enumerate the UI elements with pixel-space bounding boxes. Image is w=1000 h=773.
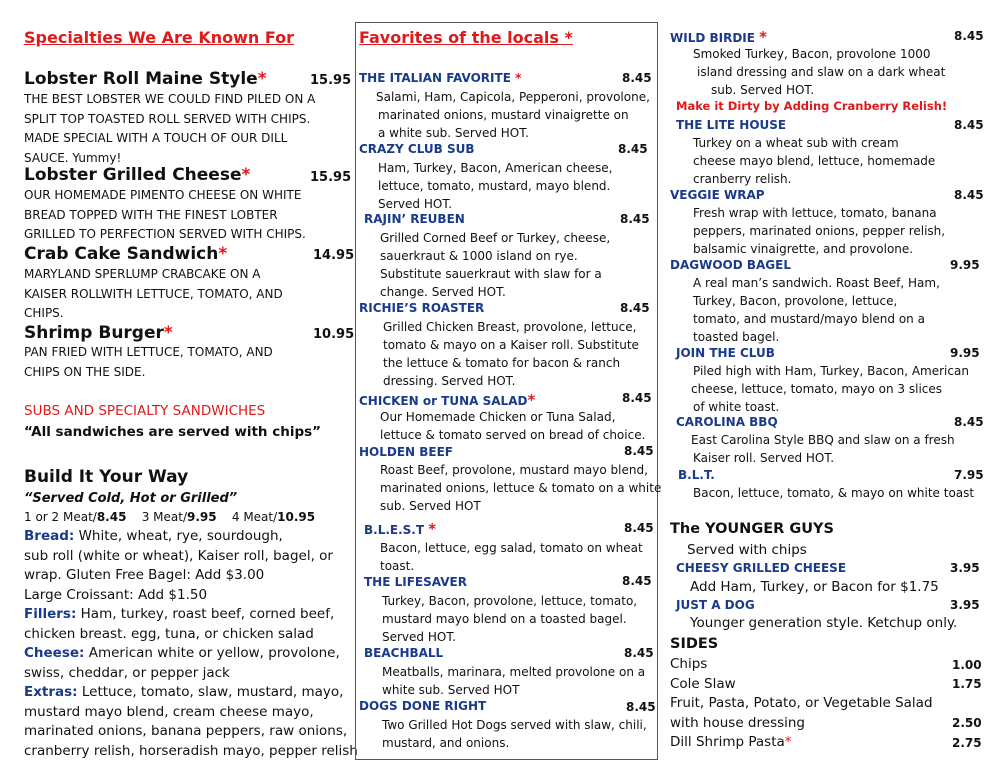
menu-item-desc: Fresh wrap with lettuce, tomato, banana peppers, marinated onions, pepper relish, balsamic vinaigrette, and provolone.: [693, 206, 946, 256]
menu-item-desc: Grilled Corned Beef or Turkey, cheese, sauerkraut & 1000 island on rye. Substitute sauerkraut with slaw for a change. Served HOT.: [380, 231, 611, 299]
menu-item-name: VEGGIE WRAP: [670, 188, 765, 202]
dirty-note: Make it Dirty by Adding Cranberry Relish!: [676, 99, 948, 113]
menu-item-name: CAROLINA BBQ: [676, 415, 778, 429]
locals-favorites-box: [355, 22, 662, 760]
sides-list: Chips Cole Slaw Fruit, Pasta, Potato, or Vegetable Salad with house dressing Dill Shrimp Pasta*: [670, 656, 933, 750]
menu-item-price: 9.95: [950, 346, 980, 360]
menu-item-price: 8.45: [954, 188, 984, 202]
locals-header: Favorites of the locals *: [359, 28, 573, 47]
shrimp-burger-title: Shrimp Burger*: [24, 323, 173, 343]
lobster-roll-title: Lobster Roll Maine Style*: [24, 69, 267, 89]
menu-item-name: RICHIE’S ROASTER: [359, 301, 485, 315]
menu-item-price: 9.95: [950, 258, 980, 272]
menu-item-price: 8.45: [624, 646, 654, 660]
menu-item-name: HOLDEN BEEF: [359, 445, 454, 459]
menu-item-name: B.L.T.: [678, 468, 715, 482]
menu-item-price: 8.45: [624, 521, 654, 535]
menu-item-name: BEACHBALL: [364, 646, 444, 660]
lobster-cheese-desc: OUR HOMEMADE PIMENTO CHEESE ON WHITE BREAD TOPPED WITH THE FINEST LOBTER GRILLED TO PERFECTION SERVED WITH CHIPS.: [24, 188, 306, 241]
side-price: 2.50: [952, 716, 982, 730]
younger-header: The YOUNGER GUYS: [670, 521, 834, 537]
menu-item-desc: Smoked Turkey, Bacon, provolone 1000 island dressing and slaw on a dark wheat sub. Served HOT.: [693, 47, 946, 97]
menu-item-price: 8.45: [620, 301, 650, 315]
sides-header: SIDES: [670, 636, 719, 652]
menu-item-name: WILD BIRDIE *: [670, 28, 768, 46]
menu-item-price: 8.45: [622, 391, 652, 405]
subs-header: SUBS AND SPECIALTY SANDWICHES: [24, 403, 266, 419]
menu-item-price: 8.45: [954, 415, 984, 429]
menu-item-desc: Younger generation style. Ketchup only.: [690, 615, 958, 631]
menu-item-name: THE ITALIAN FAVORITE *: [359, 71, 522, 85]
lobster-cheese-title: Lobster Grilled Cheese*: [24, 165, 251, 185]
lobster-roll-price: 15.95: [310, 73, 352, 88]
menu-item-price: 8.45: [618, 142, 648, 156]
menu-item-name: CHEESY GRILLED CHEESE: [676, 561, 847, 575]
menu-item-desc: Our Homemade Chicken or Tuna Salad, lettuce & tomato served on bread of choice.: [380, 410, 646, 442]
crab-cake-desc: MARYLAND SPERLUMP CRABCAKE ON A KAISER ROLLWITH LETTUCE, TOMATO, AND CHIPS.: [24, 267, 283, 320]
menu-item-name: JUST A DOG: [676, 598, 755, 612]
menu-item-price: 3.95: [950, 561, 980, 575]
menu-item-desc: Roast Beef, provolone, mustard mayo blend, marinated onions, lettuce & tomato on a white sub. Served HOT: [380, 463, 662, 513]
side-price: 1.00: [952, 658, 982, 672]
menu-item-desc: A real man’s sandwich. Roast Beef, Ham, Turkey, Bacon, provolone, lettuce, tomato, and mustard/mayo blend on a toasted bagel.: [693, 276, 940, 344]
menu-item-name: RAJIN’ REUBEN: [364, 212, 465, 226]
menu-item-name: CRAZY CLUB SUB: [359, 142, 475, 156]
menu-item-desc: Add Ham, Turkey, or Bacon for $1.75: [690, 579, 939, 595]
build-options: Bread: White, wheat, rye, sourdough, sub roll (white or wheat), Kaiser roll, bagel, or wrap. Gluten Free Bagel: Add $3.00 Large Croissant: Add $1.50 Fillers: Ham, turkey, roast beef, corned beef, chicken breast. egg, tuna, or chicken salad Cheese: American white or yellow, provolone, swiss, cheddar, or pepper jack Extras: Lettuce, tomato, slaw, mustard, mayo, mustard mayo blend, cream cheese mayo, marinated onions, banana peppers, raw onions, cranberry relish, horseradish mayo, pepper relish: [24, 528, 358, 759]
build-header: Build It Your Way: [24, 467, 189, 487]
menu-item-price: 8.45: [954, 118, 984, 132]
shrimp-burger-desc: PAN FRIED WITH LETTUCE, TOMATO, AND CHIPS ON THE SIDE.: [24, 345, 273, 379]
menu-item-name: CHICKEN or TUNA SALAD*: [359, 391, 536, 409]
lobster-cheese-price: 15.95: [310, 170, 352, 185]
shrimp-burger-price: 10.95: [313, 327, 355, 342]
side-price: 1.75: [952, 677, 982, 691]
menu-item-desc: Bacon, lettuce, egg salad, tomato on wheat toast.: [380, 541, 643, 573]
menu-item-desc: Piled high with Ham, Turkey, Bacon, American cheese, lettuce, tomato, mayo on 3 slices of white toast.: [691, 364, 969, 414]
menu-item-desc: Bacon, lettuce, tomato, & mayo on white toast: [693, 486, 975, 500]
menu-item-desc: East Carolina Style BBQ and slaw on a fresh Kaiser roll. Served HOT.: [691, 433, 955, 465]
subs-note: “All sandwiches are served with chips”: [24, 424, 322, 440]
side-price: 2.75: [952, 736, 982, 750]
menu-item-price: 8.45: [620, 212, 650, 226]
menu-item-name: THE LIFESAVER: [364, 575, 467, 589]
menu-item-desc: Two Grilled Hot Dogs served with slaw, chili, mustard, and onions.: [382, 718, 647, 750]
menu-item-desc: Meatballs, marinara, melted provolone on a white sub. Served HOT: [382, 665, 646, 697]
younger-sub: Served with chips: [687, 542, 807, 558]
lobster-roll-desc: THE BEST LOBSTER WE COULD FIND PILED ON A SPLIT TOP TOASTED ROLL SERVED WITH CHIPS. MADE SPECIAL WITH A TOUCH OF OUR DILL SAUCE. Yummy!: [24, 92, 316, 165]
menu-item-desc: Grilled Chicken Breast, provolone, lettuce, tomato & mayo on a Kaiser roll. Substitute the lettuce & tomato for bacon & ranch dressing. Served HOT.: [383, 320, 639, 388]
menu-item-desc: Turkey, Bacon, provolone, lettuce, tomato, mustard mayo blend on a toasted bagel. Served HOT.: [382, 594, 638, 644]
menu-item-desc: Turkey on a wheat sub with cream cheese mayo blend, lettuce, homemade cranberry relish.: [693, 136, 936, 186]
menu-item-name: DAGWOOD BAGEL: [670, 258, 792, 272]
menu-item-name: THE LITE HOUSE: [676, 118, 787, 132]
menu-item-name: B.L.E.S.T *: [364, 520, 437, 538]
menu-item-name: JOIN THE CLUB: [676, 346, 775, 360]
build-prices: 1 or 2 Meat/8.45 3 Meat/9.95 4 Meat/10.95: [24, 510, 316, 524]
menu-item-desc: Salami, Ham, Capicola, Pepperoni, provolone, marinated onions, mustard vinaigrette on a white sub. Served HOT.: [376, 90, 650, 140]
menu-item-name: DOGS DONE RIGHT: [359, 699, 487, 713]
menu-item-price: 8.45: [626, 700, 656, 714]
menu-item-price: 8.45: [954, 29, 984, 43]
menu-item-price: 8.45: [622, 71, 652, 85]
specialties-header: Specialties We Are Known For: [24, 28, 295, 47]
menu-item-price: 8.45: [624, 444, 654, 458]
menu-item-price: 8.45: [622, 574, 652, 588]
crab-cake-price: 14.95: [313, 248, 355, 263]
menu-item-desc: Ham, Turkey, Bacon, American cheese, lettuce, tomato, mustard, mayo blend. Served HOT.: [378, 161, 613, 211]
crab-cake-title: Crab Cake Sandwich*: [24, 244, 228, 264]
menu-item-price: 3.95: [950, 598, 980, 612]
menu-item-price: 7.95: [954, 468, 984, 482]
build-sub: “Served Cold, Hot or Grilled”: [24, 491, 238, 506]
